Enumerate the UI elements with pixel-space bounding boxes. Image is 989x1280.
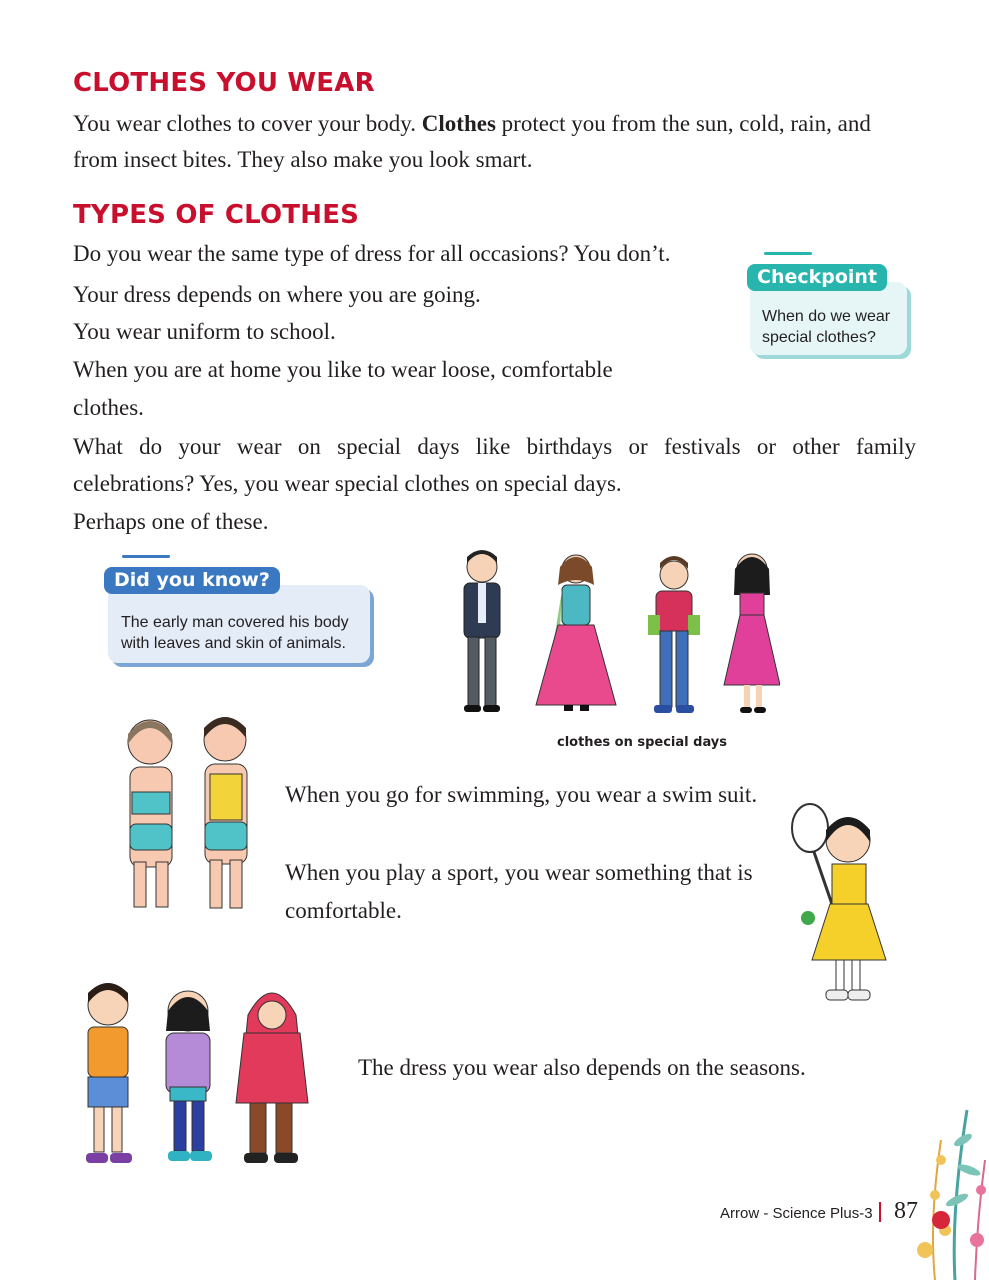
paragraph-line	[73, 109, 871, 139]
paragraph-line: Your dress depends on where you are going.	[73, 282, 481, 307]
checkpoint-line: When do we wear	[762, 308, 891, 325]
special-days-caption: clothes on special days	[557, 735, 728, 750]
girl-in-pink-dress-figure	[724, 554, 780, 713]
child-in-raincoat-figure	[236, 993, 308, 1163]
paragraph-line: What do your wear on special days like birthdays or festivals or other family	[73, 434, 916, 459]
did-you-know-box	[108, 569, 370, 663]
badminton-racket-icon	[792, 804, 834, 910]
paragraph-line: You wear uniform to school.	[73, 319, 336, 344]
paragraph-line: clothes.	[73, 395, 144, 420]
did-you-know-text	[121, 612, 349, 654]
bold-term-clothes: Clothes	[421, 111, 496, 136]
boy-in-sweater-figure	[648, 556, 700, 713]
checkpoint-question	[762, 306, 890, 348]
footer-divider	[879, 1202, 881, 1222]
fact-line: The early man covered his body	[121, 614, 349, 631]
boy-in-swimwear-figure	[204, 717, 247, 908]
book-title-footer: Arrow - Science Plus-3	[720, 1205, 873, 1222]
girl-in-swimsuit-figure	[128, 720, 172, 907]
badminton-girl-illustration	[786, 800, 896, 1008]
tab-accent-line	[764, 252, 812, 255]
paragraph-line: celebrations? Yes, you wear special clothes on special days.	[73, 471, 622, 496]
page-number: 87	[894, 1198, 918, 1224]
boy-in-suit-figure	[464, 550, 500, 712]
checkpoint-line: special clothes?	[762, 329, 876, 346]
swimming-text: When you go for swimming, you wear a swim suit.	[285, 782, 758, 807]
floral-decoration-illustration	[905, 1100, 989, 1280]
did-you-know-title: Did you know?	[104, 567, 280, 594]
text-run: You wear clothes to cover your body.	[73, 111, 422, 136]
checkpoint-box	[750, 266, 907, 355]
checkpoint-title: Checkpoint	[747, 264, 887, 291]
ladybug-icon	[932, 1211, 950, 1229]
seasonal-clothes-illustration	[72, 975, 332, 1175]
special-days-children-illustration	[450, 545, 780, 725]
paragraph-line: When you are at home you like to wear loose, comfortable	[73, 357, 613, 382]
swimwear-children-illustration	[100, 712, 275, 917]
sport-text-line: comfortable.	[285, 898, 402, 923]
paragraph-line: Do you wear the same type of dress for all occasions? You don’t.	[73, 241, 671, 266]
shuttlecock-icon	[801, 911, 815, 925]
paragraph-line: from insect bites. They also make you look smart.	[73, 147, 533, 172]
boy-in-summer-clothes-figure	[86, 983, 132, 1163]
fact-line: with leaves and skin of animals.	[121, 635, 346, 652]
section-heading-clothes-you-wear: CLOTHES YOU WEAR	[73, 68, 375, 98]
section-heading-types-of-clothes: TYPES OF CLOTHES	[73, 200, 360, 230]
girl-in-lehenga-figure	[536, 555, 616, 711]
text-run: protect you from the sun, cold, rain, and	[495, 111, 871, 136]
tab-accent-line	[122, 555, 170, 558]
girl-in-sweater-figure	[166, 991, 212, 1161]
seasons-text: The dress you wear also depends on the seasons.	[358, 1055, 806, 1080]
paragraph-line: Perhaps one of these.	[73, 509, 269, 534]
sport-text-line: When you play a sport, you wear something that is	[285, 860, 753, 885]
